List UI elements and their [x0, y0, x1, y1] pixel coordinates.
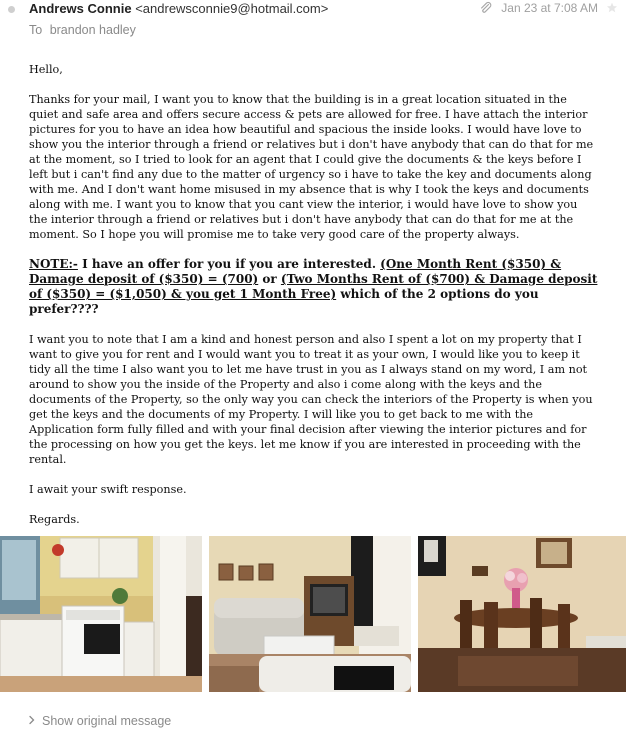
paragraph-terms: I want you to note that I am a kind and honest person and also I spent a lot on my property that I want to give you for rent and I would want you to treat it as your own, I would like you to keep it tidy all the time I also want you to let me have trust in you as I always stand on my word, I am not around to show you the inside of the Property and also i come along with the keys and the documents of the Property, so the only way you can check the interiors of the Property is when you get the keys and the documents of my Property. I will like you to get back to me with the Application form fully filled and with your final decision after viewing the interior pictures and for the processing on how you get the keys. let me know if you are interested in proceeding with the rental. — [29, 333, 593, 466]
show-original-label: Show original message — [42, 714, 172, 728]
sender[interactable] — [29, 1, 328, 16]
offer-note — [29, 257, 599, 317]
sender-email: <andrewsconnie9@hotmail.com> — [135, 1, 329, 16]
photo-kitchen[interactable] — [0, 536, 202, 692]
message-body — [29, 62, 599, 542]
paperclip-icon — [479, 1, 493, 15]
sender-name: Andrews Connie — [29, 1, 132, 16]
message-date: Jan 23 at 7:08 AM — [501, 1, 598, 15]
star-icon[interactable] — [606, 2, 618, 14]
message-header — [0, 0, 626, 48]
offer-question: which of the 2 options do you prefer???? — [29, 287, 539, 316]
offer-option-1: (One Month Rent ($350) & Damage deposit of ($350) = (700) — [29, 257, 562, 286]
regards-line: Regards. — [29, 513, 80, 526]
note-label: NOTE:- — [29, 257, 78, 271]
date-area — [479, 1, 618, 15]
chevron-right-icon — [28, 714, 36, 728]
photo-living-room[interactable] — [209, 536, 411, 692]
greeting: Hello, — [29, 63, 63, 76]
closing-line: I await your swift response. — [29, 483, 187, 496]
offer-option-2: (Two Months Rent of ($700) & Damage deposit of ($350) = ($1,050) & you get 1 Month Free) — [29, 272, 598, 301]
show-original-message[interactable] — [28, 714, 171, 728]
recipient-line — [29, 23, 136, 37]
photo-dining-room[interactable] — [418, 536, 626, 692]
to-label: To — [29, 23, 43, 37]
offer-intro: I have an offer for you if you are interested. — [77, 257, 381, 271]
paragraph-intro: Thanks for your mail, I want you to know that the building is in a great location situated in the quiet and safe area and offers secure access & pets are allowed for free. I have attach the interior pictures for you to have an idea how beautiful and spacious the inside looks. I would have love to show you the interior through a friend or relatives but i don't have anybody that can do that for me at the moment, so I tried to look for an agent that I could give the documents & the keys before I left but i can't find any due to the matter of urgency so i have to take the key and documents along with me. And I don't want home misused in my absence that is why I took the keys and documents along with me. I want you to know that you cant view the interior, i would have love to show you the interior through a friend or relatives but i don't have anybody that can do that for me at the moment. So I hope you will promise me to take very good care of the property always. — [29, 93, 594, 241]
read-status-dot — [8, 6, 15, 13]
attached-photos — [0, 536, 626, 692]
offer-or: or — [258, 272, 281, 286]
recipient-name[interactable]: brandon hadley — [49, 23, 136, 37]
